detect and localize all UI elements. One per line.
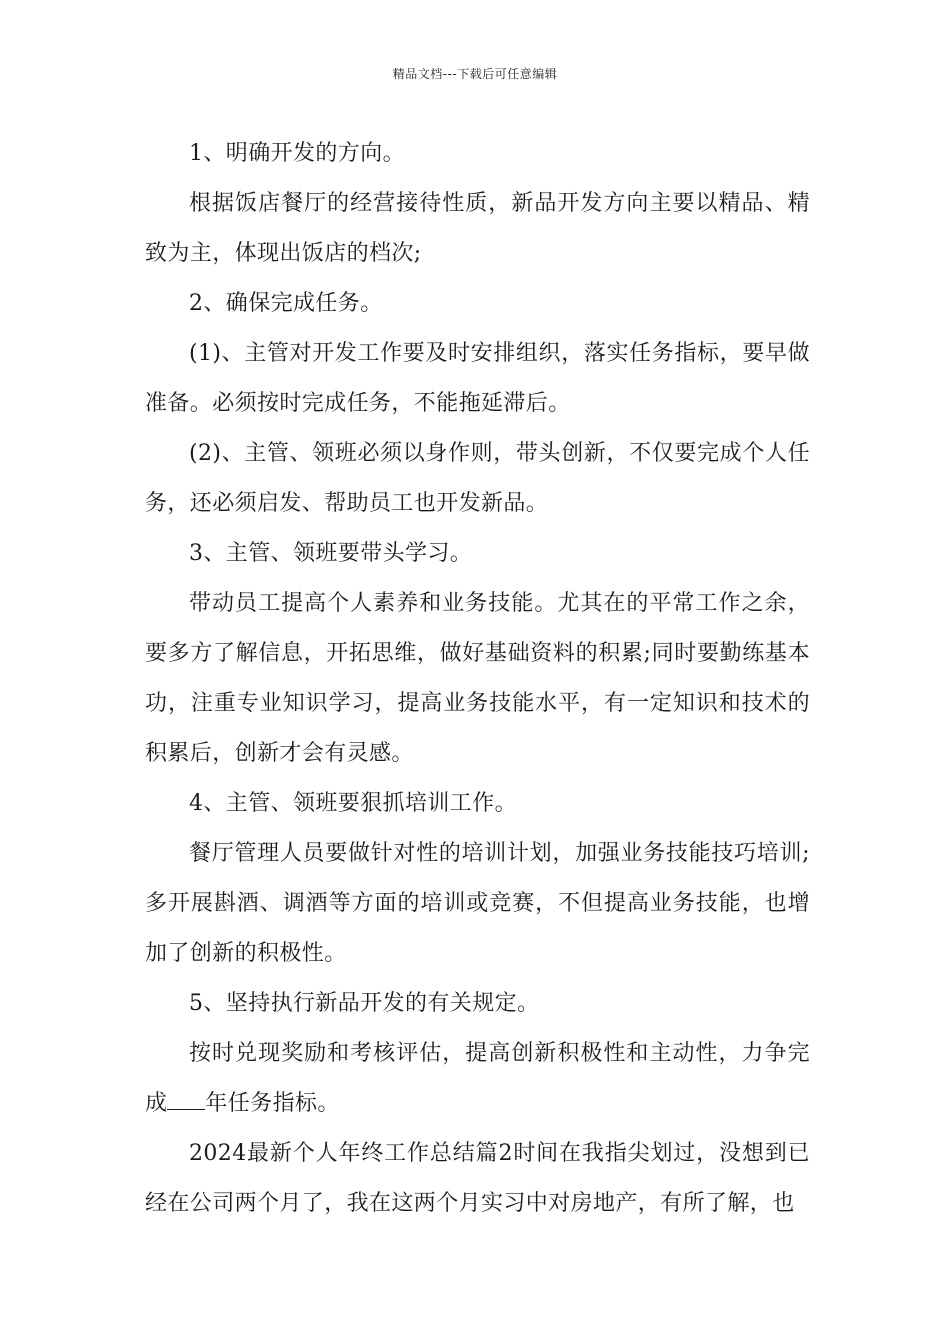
- paragraph: (2)、主管、领班必须以身作则，带头创新，不仅要完成个人任务，还必须启发、帮助员工也开发新品。: [145, 441, 810, 516]
- paragraph: 2024最新个人年终工作总结篇2时间在我指尖划过，没想到已经在公司两个月了，我在这两个月实习中对房地产，有所了解，也: [145, 1141, 810, 1216]
- heading-3: 3、主管、领班要带头学习。: [189, 541, 473, 566]
- paragraph: 根据饭店餐厅的经营接待性质，新品开发方向主要以精品、精致为主，体现出饭店的档次;: [145, 191, 810, 266]
- heading-1: 1、明确开发的方向。: [189, 141, 405, 166]
- paragraph: (1)、主管对开发工作要及时安排组织，落实任务指标，要早做准备。必须按时完成任务，不能拖延滞后。: [145, 341, 810, 416]
- paragraph-text-after-blank: 年任务指标。: [205, 1091, 340, 1116]
- heading-5: 5、坚持执行新品开发的有关规定。: [189, 991, 540, 1016]
- paragraph-text-before-blank: 按时兑现奖励和考核评估，提高创新积极性和主动性，力争完成: [145, 1041, 810, 1116]
- paragraph: 餐厅管理人员要做针对性的培训计划，加强业务技能技巧培训;多开展斟酒、调酒等方面的培训或竞赛，不但提高业务技能，也增加了创新的积极性。: [145, 841, 810, 966]
- heading-2: 2、确保完成任务。: [189, 291, 383, 316]
- page-header: 精品文档---下载后可任意编辑: [392, 67, 558, 81]
- heading-4: 4、主管、领班要狠抓培训工作。: [189, 791, 517, 816]
- fill-in-blank: [167, 1089, 205, 1110]
- paragraph: 带动员工提高个人素养和业务技能。尤其在的平常工作之余，要多方了解信息，开拓思维，做好基础资料的积累;同时要勤练基本功，注重专业知识学习，提高业务技能水平，有一定知识和技术的积累后，创新才会有灵感。: [145, 591, 810, 766]
- document-body: [145, 129, 810, 1229]
- paragraph-with-blank: [145, 1029, 810, 1129]
